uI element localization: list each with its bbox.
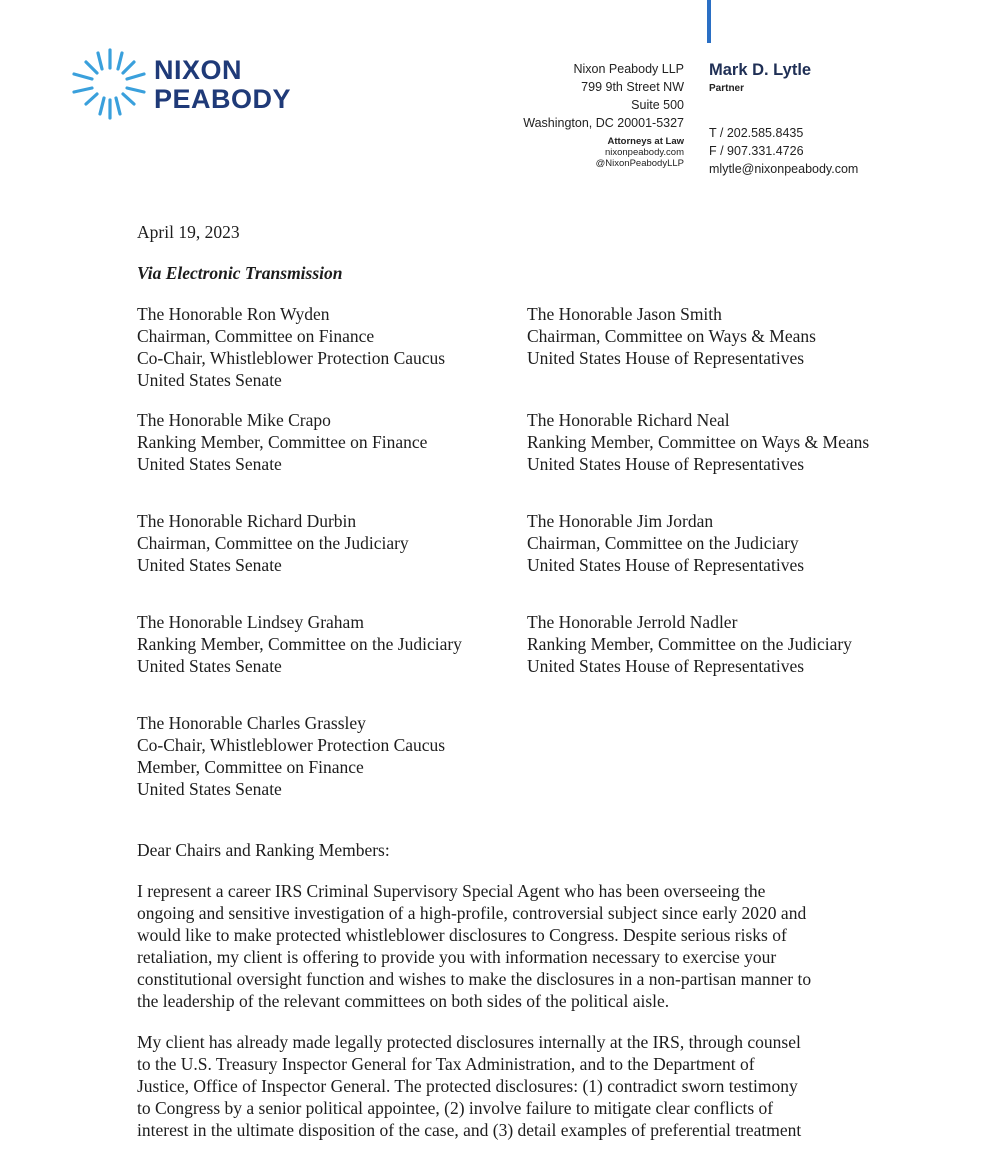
logo-word-peabody: PEABODY	[154, 84, 292, 114]
firm-name: Nixon Peabody LLP	[573, 62, 684, 76]
paragraph-line: the leadership of the relevant committees on both sides of the political aisle.	[137, 991, 670, 1011]
recipient-name: The Honorable Jerrold Nadler	[527, 612, 738, 632]
phone-number: T / 202.585.8435	[709, 126, 804, 140]
fax-number: F / 907.331.4726	[709, 144, 804, 158]
recipient-block	[137, 712, 445, 800]
recipient-line: Chairman, Committee on Finance	[137, 326, 375, 346]
recipient-line: United States Senate	[137, 656, 282, 676]
paragraph-line: I represent a career IRS Criminal Supervisory Special Agent who has been overseeing the	[137, 881, 766, 901]
paragraph-line: to the U.S. Treasury Inspector General for Tax Administration, and to the Department of	[137, 1054, 755, 1074]
starburst-icon	[64, 42, 156, 126]
recipient-line: Ranking Member, Committee on Ways & Means	[527, 432, 870, 452]
recipient-line: Chairman, Committee on Ways & Means	[527, 326, 816, 346]
recipient-line: United States Senate	[137, 555, 282, 575]
recipient-name: The Honorable Richard Durbin	[137, 511, 357, 531]
paragraph-line: interest in the ultimate disposition of the case, and (3) detail examples of preferential treatment	[137, 1120, 802, 1140]
recipient-line: Chairman, Committee on the Judiciary	[527, 533, 799, 553]
recipient-line: United States House of Representatives	[527, 348, 805, 368]
recipient-block	[527, 409, 869, 475]
recipient-name: The Honorable Jim Jordan	[527, 511, 714, 531]
delivery-method: Via Electronic Transmission	[137, 263, 343, 283]
recipient-line: United States Senate	[137, 370, 282, 390]
recipient-block	[137, 303, 445, 391]
recipient-name: The Honorable Lindsey Graham	[137, 612, 364, 632]
recipient-block	[527, 510, 804, 576]
recipient-line: Ranking Member, Committee on Finance	[137, 432, 428, 452]
letter-date: April 19, 2023	[137, 222, 240, 242]
paragraph-line: Justice, Office of Inspector General. The protected disclosures: (1) contradict sworn testimony	[137, 1076, 798, 1096]
recipient-name: The Honorable Mike Crapo	[137, 410, 331, 430]
firm-tagline: Attorneys at Law	[607, 136, 684, 147]
firm-logo	[64, 42, 292, 126]
recipient-line: United States House of Representatives	[527, 454, 805, 474]
header-accent-bar	[707, 0, 711, 43]
firm-address-block	[523, 60, 684, 169]
paragraph-line: would like to make protected whistleblower disclosures to Congress. Despite serious risks of	[137, 925, 787, 945]
recipient-block	[527, 303, 816, 369]
recipient-line: Ranking Member, Committee on the Judiciary	[137, 634, 462, 654]
partner-block	[709, 60, 858, 178]
recipient-line: United States House of Representatives	[527, 555, 805, 575]
paragraph-line: to Congress by a senior political appointee, (2) involve failure to mitigate clear conflicts of	[137, 1098, 774, 1118]
firm-website: nixonpeabody.com	[604, 147, 684, 158]
recipient-name: The Honorable Charles Grassley	[137, 713, 366, 733]
recipient-line: United States Senate	[137, 454, 282, 474]
recipient-line: United States House of Representatives	[527, 656, 805, 676]
paragraph-line: My client has already made legally protected disclosures internally at the IRS, through counsel	[137, 1032, 801, 1052]
paragraph-line: retaliation, my client is offering to provide you with information necessary to exercise your	[137, 947, 777, 967]
recipient-line: Co-Chair, Whistleblower Protection Caucus	[137, 735, 446, 755]
recipient-block	[527, 611, 852, 677]
recipient-block	[137, 611, 462, 677]
address-line: Suite 500	[631, 98, 684, 112]
partner-title: Partner	[709, 83, 745, 94]
recipient-line: United States Senate	[137, 779, 282, 799]
body-paragraph	[137, 1031, 877, 1141]
firm-social-handle: @NixonPeabodyLLP	[595, 158, 684, 169]
recipient-name: The Honorable Jason Smith	[527, 304, 722, 324]
address-line: 799 9th Street NW	[581, 80, 684, 94]
recipient-line: Ranking Member, Committee on the Judiciary	[527, 634, 852, 654]
recipient-block	[137, 510, 409, 576]
partner-name: Mark D. Lytle	[709, 61, 812, 79]
recipient-line: Member, Committee on Finance	[137, 757, 364, 777]
email-address: mlytle@nixonpeabody.com	[709, 162, 859, 176]
recipient-name: The Honorable Ron Wyden	[137, 304, 330, 324]
paragraph-line: ongoing and sensitive investigation of a high-profile, controversial subject since early 2020 and	[137, 903, 807, 923]
logo-word-nixon: NIXON	[154, 55, 243, 85]
recipient-name: The Honorable Richard Neal	[527, 410, 730, 430]
recipient-line: Chairman, Committee on the Judiciary	[137, 533, 409, 553]
recipient-block	[137, 409, 427, 475]
salutation: Dear Chairs and Ranking Members:	[137, 840, 390, 860]
partner-contact	[709, 124, 858, 178]
address-line: Washington, DC 20001-5327	[523, 116, 684, 130]
recipient-line: Co-Chair, Whistleblower Protection Caucus	[137, 348, 446, 368]
body-paragraph	[137, 880, 877, 1012]
paragraph-line: constitutional oversight function and wishes to make the disclosures in a non-partisan manner to	[137, 969, 812, 989]
